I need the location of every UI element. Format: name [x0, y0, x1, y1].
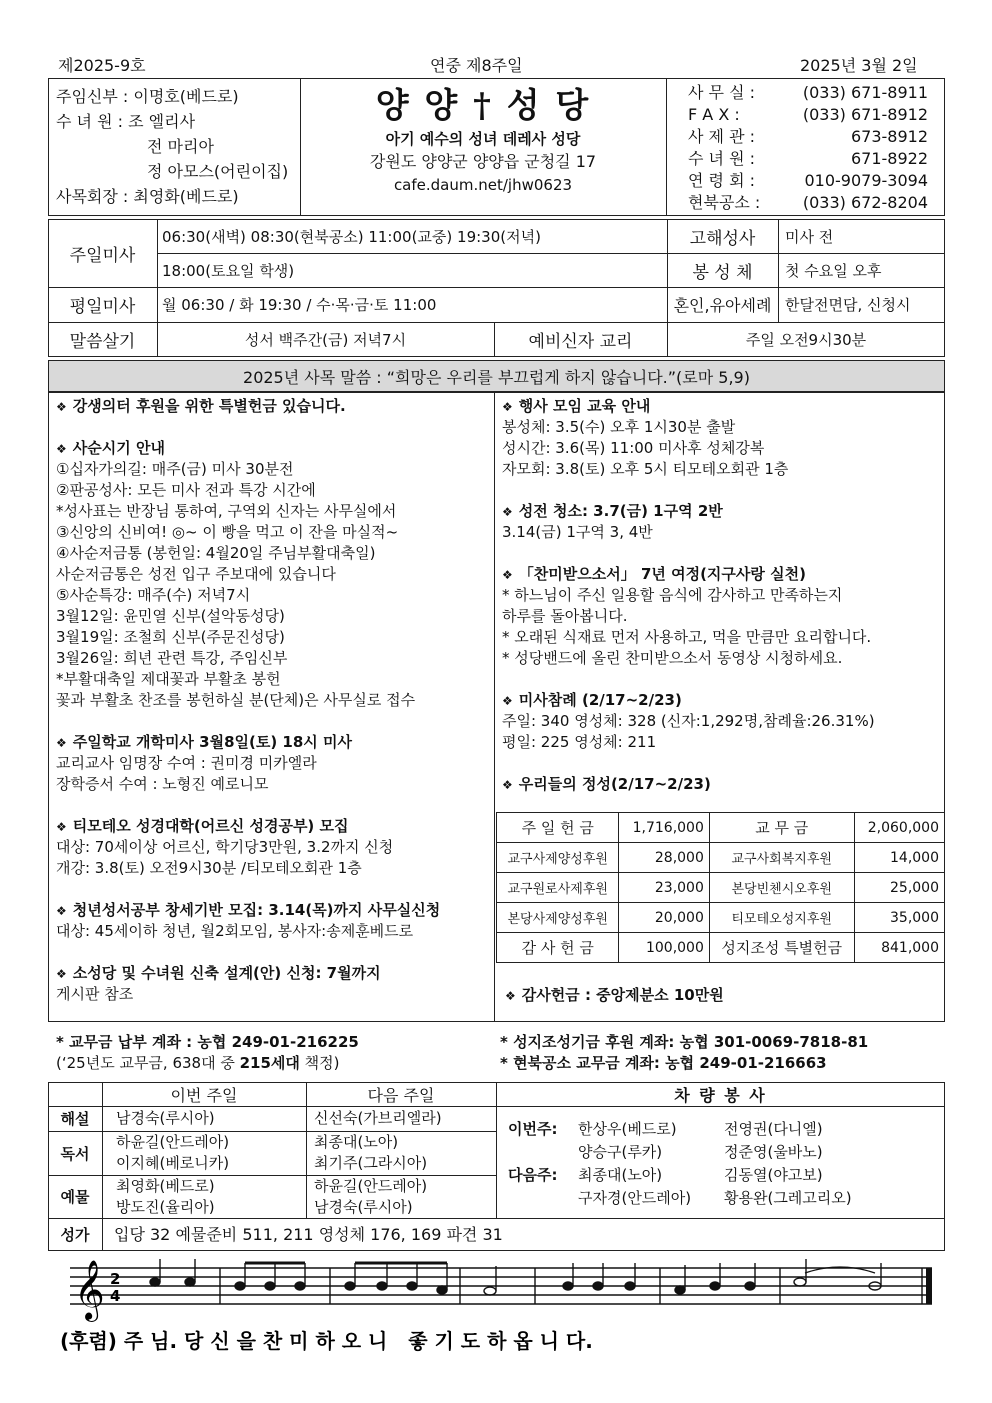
diamond-bullet-icon: ❖	[505, 989, 516, 1003]
notice-line	[502, 480, 942, 501]
this-week-header: 이번 주일	[170, 1085, 238, 1105]
offering-amount: 23,000	[619, 873, 709, 903]
notice-line: ❖ 주일학교 개학미사 3월8일(토) 18시 미사	[56, 732, 491, 753]
notice-line: 대상: 70세이상 어르신, 학기당3만원, 3.2까지 신청	[56, 838, 394, 856]
parish-website: cafe.daum.net/jhw0623	[393, 176, 573, 194]
notice-line: ④사순저금통 (봉헌일: 4월20일 주님부활대축일)	[56, 544, 376, 562]
offering-category: 교구원로사제후원	[497, 873, 619, 903]
offering-amount: 2,060,000	[854, 813, 944, 843]
offerings-row	[497, 843, 945, 873]
notice-line: ❖ 사순시기 안내	[56, 438, 491, 459]
sunday-mass-label: 주일미사	[69, 245, 136, 266]
staff-row: 수 녀 원 : 조 엘리사	[56, 112, 196, 131]
marriage-label: 혼인,유아세례	[673, 296, 772, 315]
offering-category: 성지조성 특별헌금	[709, 933, 854, 963]
notice-line: 하루를 돌아봅니다.	[502, 607, 628, 625]
notice-line: ❖ 강생의터 후원을 위한 특별헌금 있습니다.	[56, 396, 491, 417]
notice-line	[56, 711, 491, 732]
saturday-student-mass: 18:00(토요일 학생)	[162, 261, 295, 280]
commentator-next: 신선숙(가브리엘라)	[314, 1109, 442, 1127]
notice-line: ⑤사순특강: 매주(수) 저녁7시	[56, 586, 251, 604]
issue-number: 제2025-9호	[58, 56, 146, 75]
notice-line: ❖ 「찬미받으소서」 7년 여정(지구사랑 실천)	[502, 564, 942, 585]
parish-dedication: 아기 예수의 성녀 데레사 성당	[385, 130, 581, 148]
notice-line	[56, 795, 491, 816]
bulletin-date: 2025년 3월 2일	[800, 56, 918, 75]
notice-line: 3월26일: 희년 관련 특강, 주임신부	[56, 649, 288, 667]
weekday-mass-label: 평일미사	[69, 297, 136, 317]
diamond-bullet-icon: ❖	[502, 568, 513, 582]
left-notices	[56, 396, 491, 1005]
offering-amount: 25,000	[854, 873, 944, 903]
notice-line: 3.14(금) 1구역 3, 4반	[502, 523, 653, 541]
notice-line: * 하느님이 주신 일용할 음식에 감사하고 만족하는지	[502, 586, 843, 604]
notice-line: * 오래된 식재료 먼저 사용하고, 먹을 만큼만 요리합니다.	[502, 628, 872, 646]
contact-list	[688, 82, 928, 214]
diamond-bullet-icon: ❖	[502, 505, 513, 519]
notice-line: *부활대축일 제대꽃과 부활초 봉헌	[56, 670, 281, 688]
contact-row: 사 무 실 : (033) 671-8911	[688, 83, 928, 102]
offertory-label: 예물	[60, 1188, 90, 1206]
reader-this-2: 이지혜(베로니카)	[116, 1154, 230, 1172]
offering-amount: 100,000	[619, 933, 709, 963]
confession-time: 미사 전	[785, 227, 834, 246]
notice-line: 게시판 참조	[56, 985, 134, 1003]
vehicle-driver: 한상우(베드로)	[578, 1120, 677, 1138]
offering-category: 주 일 헌 금	[497, 813, 619, 843]
offering-category: 감 사 헌 금	[497, 933, 619, 963]
notice-line: ❖ 미사참례 (2/17~2/23)	[502, 690, 942, 711]
notice-line: *성사표는 반장님 통하여, 구역외 신자는 사무실에서	[56, 502, 397, 520]
diamond-bullet-icon: ❖	[56, 820, 67, 834]
reader-label: 독서	[60, 1144, 90, 1163]
diamond-bullet-icon: ❖	[502, 694, 513, 708]
notice-line: ❖ 티모테오 성경대학(어르신 성경공부) 모집	[56, 816, 491, 837]
notice-line: 3월19일: 조철희 신부(주문진성당)	[56, 628, 285, 646]
vehicle-this-label: 이번주:	[508, 1120, 558, 1138]
notice-line: 주일: 340 영성체: 328 (신자:1,292명,참례율:26.31%)	[502, 712, 875, 730]
diamond-bullet-icon: ❖	[56, 400, 67, 414]
shrine-account: * 성지조성기금 후원 계좌: 농협 301-0069-7818-81	[500, 1033, 869, 1051]
contact-row: 수 녀 원 : 671-8922	[688, 149, 928, 168]
reader-this-1: 하윤길(안드레아)	[116, 1133, 230, 1151]
staff-row: 전 마리아	[147, 137, 214, 156]
notice-line: 성시간: 3.6(목) 11:00 미사후 성체강복	[502, 439, 765, 457]
vehicle-driver: 황용완(그레고리오)	[724, 1189, 852, 1207]
vehicle-driver: 전영권(다니엘)	[724, 1120, 823, 1138]
contact-row: 사 제 관 : 673-8912	[688, 127, 928, 146]
offerings-table	[496, 812, 945, 963]
parish-title-block	[300, 84, 666, 196]
thanks-offering: ❖ 감사헌금 : 중앙제분소 10만원	[505, 985, 724, 1007]
notice-line: ②판공성사: 모든 미사 전과 특강 시간에	[56, 481, 316, 499]
diamond-bullet-icon: ❖	[56, 967, 67, 981]
hymn-label: 성가	[60, 1226, 90, 1244]
tithe-note: (‘25년도 교무금, 638대 중 215세대 책정)	[56, 1054, 340, 1072]
mission-account: * 현북공소 교무금 계좌: 농협 249-01-216663	[500, 1054, 827, 1072]
refrain-lyrics: (후렴) 주 님. 당 신 을 찬 미 하 오 니 좋 기 도 하 옵 니 다.	[60, 1329, 593, 1353]
offering-amount: 841,000	[854, 933, 944, 963]
word-living-time: 성서 백주간(금) 저녁7시	[244, 331, 407, 349]
offerings-row	[497, 903, 945, 933]
notice-line: ❖ 청년성서공부 창세기반 모집: 3.14(목)까지 사무실신청	[56, 900, 491, 921]
offering-amount: 20,000	[619, 903, 709, 933]
diamond-bullet-icon: ❖	[56, 442, 67, 456]
offering-category: 교 무 금	[709, 813, 854, 843]
notice-line: ❖ 행사 모임 교육 안내	[502, 396, 942, 417]
offering-category: 본당사제양성후원	[497, 903, 619, 933]
refrain-music-staff	[60, 1253, 940, 1363]
diamond-bullet-icon: ❖	[56, 904, 67, 918]
notice-line: 꽃과 부활초 찬조를 봉헌하실 분(단체)은 사무실로 접수	[56, 691, 416, 709]
offering-amount: 1,716,000	[619, 813, 709, 843]
offertory-this-2: 방도진(율리아)	[116, 1198, 215, 1216]
weekday-mass-times: 월 06:30 / 화 19:30 / 수·목·금·토 11:00	[162, 296, 437, 314]
offerings-row	[497, 873, 945, 903]
offerings-row	[497, 813, 945, 843]
vehicle-driver: 양승구(루카)	[578, 1143, 663, 1161]
tithe-account: * 교무금 납부 계좌 : 농협 249-01-216225	[56, 1033, 359, 1051]
sunday-mass-times: 06:30(새벽) 08:30(현북공소) 11:00(교중) 19:30(저녁)	[162, 227, 541, 246]
marriage-info: 한달전면담, 신청시	[785, 296, 911, 314]
diamond-bullet-icon: ❖	[56, 736, 67, 750]
offering-category: 교구사회복지후원	[709, 843, 854, 873]
hymn-numbers: 입당 32 예물준비 511, 211 영성체 176, 169 파견 31	[114, 1225, 503, 1244]
parish-name: 양 양 † 성 당	[375, 86, 591, 126]
notice-line	[502, 543, 942, 564]
liturgical-sunday: 연중 제8주일	[430, 56, 523, 75]
reader-next-2: 최기주(그라시아)	[314, 1154, 428, 1172]
offertory-next-2: 남경숙(루시아)	[314, 1198, 413, 1216]
offering-category: 교구사제양성후원	[497, 843, 619, 873]
commentator-this: 남경숙(루시아)	[116, 1109, 215, 1127]
vehicle-driver: 김동열(야고보)	[724, 1166, 823, 1184]
offering-amount: 28,000	[619, 843, 709, 873]
notice-line: 개강: 3.8(토) 오전9시30분 /티모테오회관 1층	[56, 859, 362, 877]
svg-text:2: 2	[110, 1270, 121, 1288]
offertory-next-1: 하윤길(안드레아)	[314, 1177, 428, 1195]
offering-amount: 14,000	[854, 843, 944, 873]
staff-row: 사목회장 : 최영화(베드로)	[56, 187, 239, 206]
notice-line: ①십자가의길: 매주(금) 미사 30분전	[56, 460, 294, 478]
vehicle-next-label: 다음주:	[508, 1166, 558, 1184]
staff-row: 주임신부 : 이명호(베드로)	[56, 87, 239, 106]
notice-line: 교리교사 임명장 수여 : 권미경 미카엘라	[56, 754, 317, 772]
vehicle-driver: 구자경(안드레아)	[578, 1189, 692, 1207]
vehicle-driver: 정준영(울바노)	[724, 1143, 823, 1161]
contact-row: 연 령 회 : 010-9079-3094	[688, 171, 928, 190]
staff-row: 정 아모스(어린이집)	[147, 162, 289, 181]
vehicle-service-title: 차 량 봉 사	[674, 1085, 767, 1105]
communion-time: 첫 수요일 오후	[785, 261, 882, 280]
notice-line	[56, 417, 491, 438]
notice-line	[56, 942, 491, 963]
contact-row: 현북공소 : (033) 672-8204	[688, 193, 928, 212]
catechumen-time: 주일 오전9시30분	[745, 331, 867, 349]
notice-line: ③신앙의 신비여! ◎~ 이 빵을 먹고 이 잔을 마실적~	[56, 523, 399, 541]
commentator-label: 해설	[60, 1110, 90, 1128]
vehicle-driver: 최종대(노아)	[578, 1166, 663, 1184]
notice-line: ❖ 우리들의 정성(2/17~2/23)	[502, 774, 942, 795]
communion-label: 봉 성 체	[692, 262, 753, 283]
notice-line: 3월12일: 윤민열 신부(설악동성당)	[56, 607, 285, 625]
offering-category: 티모테오성지후원	[709, 903, 854, 933]
notice-line: 봉성체: 3.5(수) 오후 1시30분 출발	[502, 418, 736, 436]
reader-next-1: 최종대(노아)	[314, 1133, 399, 1151]
contact-row: F A X : (033) 671-8912	[688, 105, 928, 124]
notice-line: 대상: 45세이하 청년, 월2회모임, 봉사자:송제훈베드로	[56, 922, 414, 940]
notice-line: ❖ 소성당 및 수녀원 신축 설계(안) 신청: 7월까지	[56, 963, 491, 984]
right-notices	[502, 396, 942, 795]
diamond-bullet-icon: ❖	[502, 778, 513, 792]
offering-category: 본당빈첸시오후원	[709, 873, 854, 903]
notice-line	[502, 753, 942, 774]
diamond-bullet-icon: ❖	[502, 400, 513, 414]
notice-line: ❖ 성전 청소: 3.7(금) 1구역 2반	[502, 501, 942, 522]
notice-line	[502, 669, 942, 690]
pastoral-motto: 2025년 사목 말씀 : “희망은 우리를 부끄럽게 하지 않습니다.”(로마 5,9)	[48, 360, 945, 392]
parish-address: 강원도 양양군 양양읍 군청길 17	[369, 152, 597, 171]
notice-line: 장학증서 수여 : 노형진 예로니모	[56, 775, 269, 793]
notice-line	[56, 879, 491, 900]
treble-clef-icon: 𝄞	[74, 1260, 105, 1320]
word-living-label: 말씀살기	[69, 332, 136, 352]
svg-text:4: 4	[110, 1287, 121, 1305]
notice-line: * 성당밴드에 올린 찬미받으소서 동영상 시청하세요.	[502, 649, 843, 667]
offertory-this-1: 최영화(베드로)	[116, 1177, 215, 1195]
staff-list	[56, 84, 288, 209]
notice-line: 평일: 225 영성체: 211	[502, 733, 657, 751]
notice-line: 사순저금통은 성전 입구 주보대에 있습니다	[56, 565, 336, 583]
catechumen-label: 예비신자 교리	[528, 332, 633, 352]
next-week-header: 다음 주일	[367, 1085, 435, 1105]
notice-line: 자모회: 3.8(토) 오후 5시 티모테오회관 1층	[502, 460, 789, 478]
offerings-row	[497, 933, 945, 963]
confession-label: 고해성사	[689, 228, 756, 249]
offering-amount: 35,000	[854, 903, 944, 933]
